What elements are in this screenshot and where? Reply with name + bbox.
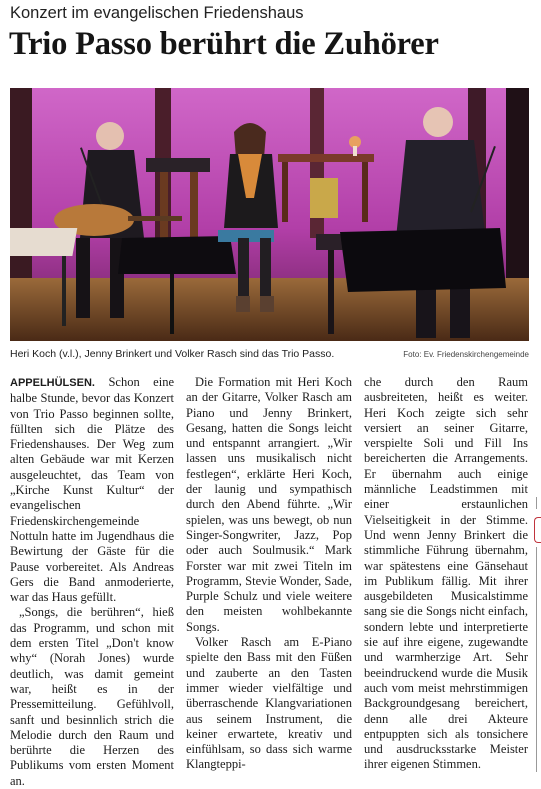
column-3 — [364, 375, 528, 773]
paragraph-4: Volker Rasch am E-Piano spielte den Bass mit den Füßen und zauberte an den Tasten immer wieder vielfältige und überraschende Klangvariationen aus seinem Instrument, die keiner erwartete, kreativ und einfühlsam, so dass sich warme Klangteppi- — [186, 635, 352, 772]
paragraph-1-text: Schon eine halbe Stunde, bevor das Konzert von Trio Passo beginnen sollte, füllten sich die Plätze des Friedenshauses. Der Weg zum alten Gebäude war mit Kerzen ausgeleuchtet, das Team von „Kirche Kunst Kultur“ der evangelischen Friedenskirchengemeinde Nottuln hatte im Jugendhaus die Bewirtung der Gäste für die Pause vorbereitet. Als Andreas Gers die Band anmoderierte, war das Haus gefüllt. — [10, 375, 174, 605]
paragraph-3: Die Formation mit Heri Koch an der Gitarre, Volker Rasch am Piano und Jenny Brinkert, Gesang, hatten die Songs leicht und entspannt arrangiert. „Wir lassen uns musikalisch nicht festlegen“, erklärte Heri Koch, der launig und sympathisch durch den Abend führte. „Wir spielen, was uns bewegt, ob nun Singer-Songwriter, Jazz, Pop oder auch Soulmusik.“ Mark Forster war mit zwei Titeln im Programm, Stevie Wonder, Sade, Purple Schulz und viele weitere den meisten wohlbekannte Songs. — [186, 375, 352, 634]
dateline: APPELHÜLSEN. — [10, 377, 95, 389]
margin-rule-top — [536, 497, 537, 509]
paragraph-1 — [10, 375, 174, 605]
topline: Konzert im evangelischen Friedenshaus — [10, 4, 304, 22]
column-1 — [10, 375, 174, 789]
paragraph-5: che durch den Raum ausbreiteten, heißt es weiter. Heri Koch zeigte sich sehr versiert an seiner Gitarre, verspielte Soli und Fill Ins bereicherten die Arrangements. Er übernahm auch einige männliche Leadstimmen mit einer erstaunlichen Vielseitigkeit in der Stimme. Und wenn Jenny Brinkert die stimmliche Führung übernahm, war spätestens eine Gänsehaut im Publikum fällig. Mit ihrer ausgebildeten Musicalstimme sang sie die Songs nicht einfach, sondern lebte und interpretierte sie auf ihre eigene, zugewandte und warmherzige Art. Sehr beeindruckend wurde die Musik auch vom meist mehrstimmigen Backgroundgesang bereichert, denn alle drei Akteure entpuppten sich als tonsichere und ausdrucksstarke Meister ihrer eigenen Stimmen. — [364, 375, 528, 772]
column-2 — [186, 375, 352, 773]
margin-rule-bottom — [536, 547, 537, 772]
concert-photo-illustration — [10, 88, 529, 341]
concert-photo — [10, 88, 529, 341]
paragraph-2: „Songs, die berühren“, hieß das Programm, und schon mit dem ersten Titel „Don't know why“ (Norah Jones) wurde deutlich, was damit gemeint war, heißt es in der Pressemitteilung. Gefühlvoll, sanft und besinnlich strich die Melodie durch den Raum und berührte die Herzen des Publikums vom ersten Moment an. — [10, 605, 174, 788]
photo-credit: Foto: Ev. Friedenskirchengemeinde — [403, 350, 529, 359]
photo-caption: Heri Koch (v.l.), Jenny Brinkert und Volker Rasch sind das Trio Passo. — [10, 348, 335, 360]
headline: Trio Passo berührt die Zuhörer — [9, 26, 439, 62]
margin-marker — [534, 517, 541, 543]
